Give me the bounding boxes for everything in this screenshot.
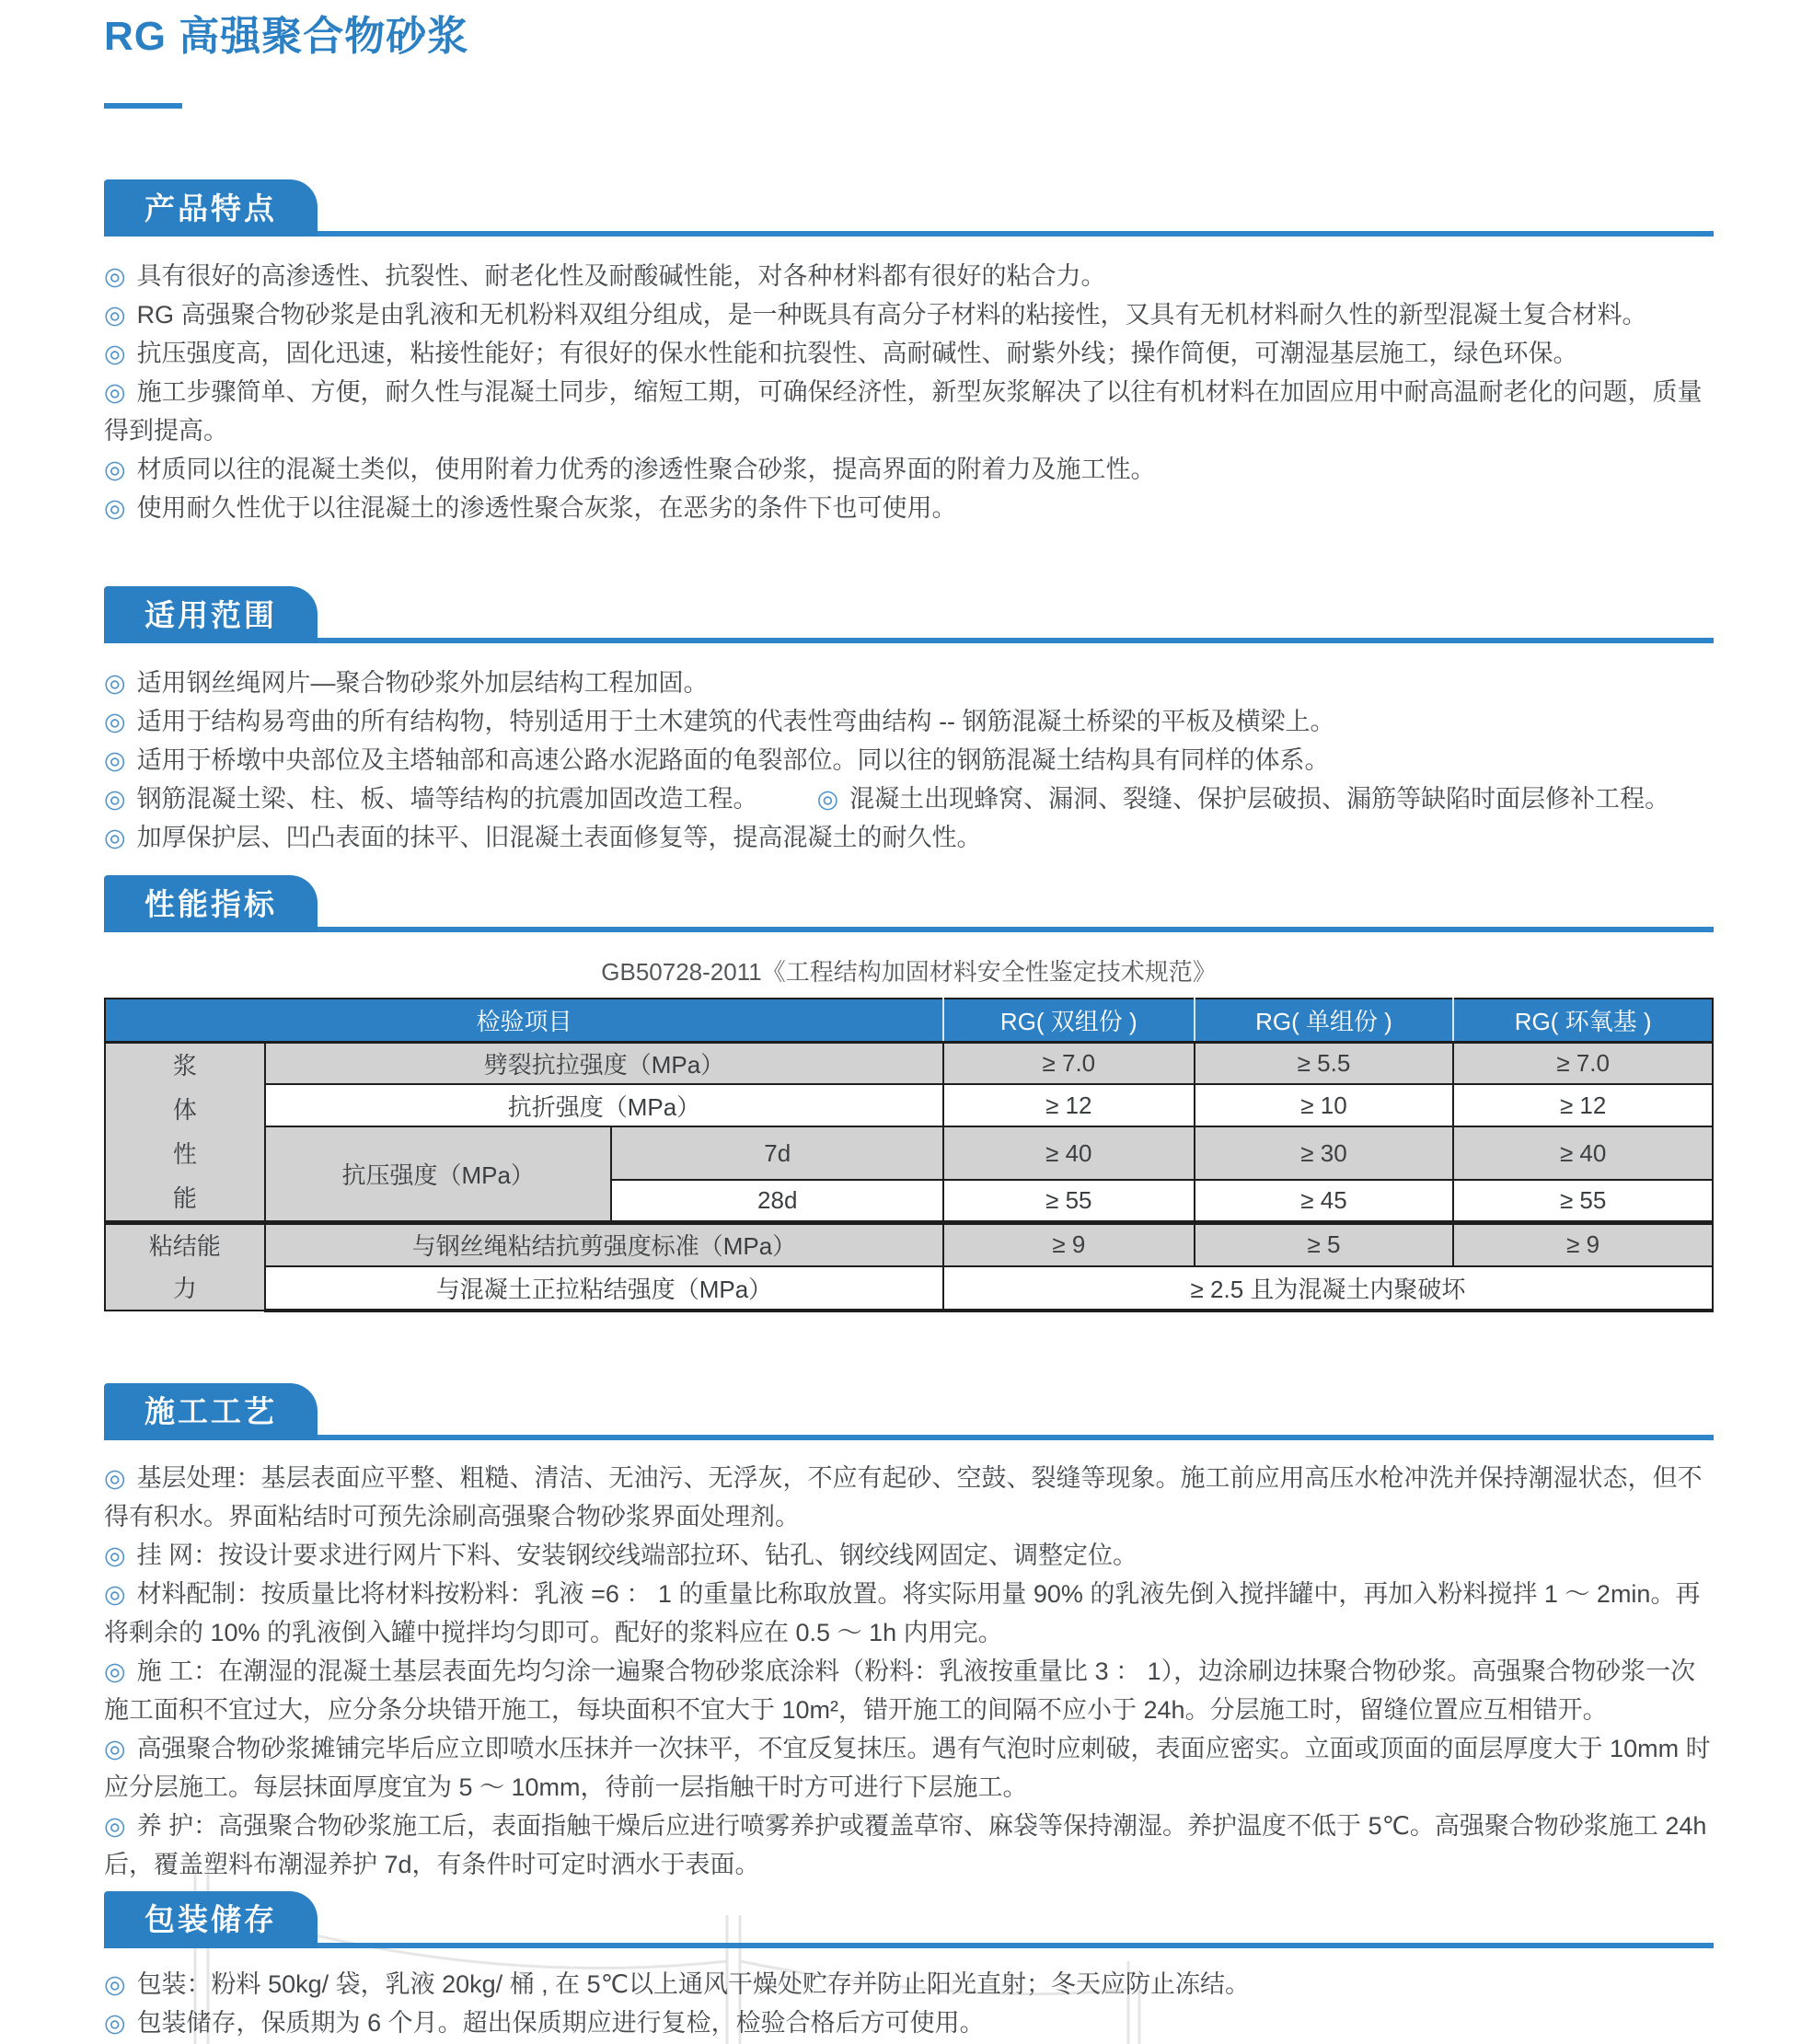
construction-list: [104, 1440, 1714, 1884]
bullet-item: [104, 1807, 1714, 1884]
table-cell-value: ≥ 30: [1195, 1126, 1454, 1180]
bullet-text: RG 高强聚合物砂浆是由乳液和无机粉料双组分组成，是一种既具有高分子材料的粘接性，又具有无机材料耐久性的新型混凝土复合材料。: [136, 301, 1647, 329]
bullet-icon: ◎: [104, 2008, 126, 2037]
bullet-text: 使用耐久性优于以往混凝土的渗透性聚合灰浆，在恶劣的条件下也可使用。: [136, 494, 957, 522]
performance-table: [104, 998, 1714, 1312]
section-rule: [104, 1435, 1714, 1440]
section-rule: [104, 927, 1714, 932]
section-heading: 适用范围: [144, 597, 277, 632]
section-features-header: [104, 179, 1714, 237]
bullet-icon: ◎: [104, 785, 126, 813]
bullet-icon: ◎: [104, 1811, 126, 1840]
bullet-item: [104, 489, 1714, 527]
table-cell-value: ≥ 12: [943, 1084, 1195, 1126]
bullet-icon: ◎: [104, 1969, 126, 1998]
bullet-text: 养 护：高强聚合物砂浆施工后，表面指触干燥后应进行喷雾养护或覆盖草帘、麻袋等保持潮湿。养护温度不低于 5℃。高强聚合物砂浆施工 24h 后，覆盖塑料布潮湿养护 7d，有条件时可定时洒水于表面。: [104, 1811, 1707, 1878]
performance-caption: GB50728-2011《工程结构加固材料安全性鉴定技术规范》: [601, 958, 1217, 986]
bullet-item: [104, 741, 1714, 779]
bullet-text: 适用于桥墩中央部位及主塔轴部和高速公路水泥路面的龟裂部位。同以往的钢筋混凝土结构具有同样的体系。: [136, 746, 1330, 774]
packing-list: [104, 1948, 1714, 2042]
bullet-icon: ◎: [104, 456, 126, 483]
scope-list: [104, 643, 1714, 857]
table-cell-value: ≥ 9: [943, 1222, 1195, 1266]
bullet-text: 钢筋混凝土梁、柱、板、墙等结构的抗震加固改造工程。: [136, 785, 758, 813]
bullet-icon: ◎: [104, 1734, 126, 1762]
bullet-text: 加厚保护层、凹凸表面的抹平、旧混凝土表面修复等，提高混凝土的耐久性。: [136, 824, 982, 851]
section-rule: [104, 638, 1714, 643]
table-cell-value: ≥ 10: [1195, 1084, 1454, 1126]
table-cell-value: ≥ 7.0: [1453, 1042, 1713, 1084]
section-performance-header: [104, 875, 1714, 932]
table-cell-value: ≥ 45: [1195, 1180, 1454, 1222]
bullet-item: [104, 2004, 1714, 2042]
bullet-item: [104, 295, 1714, 334]
table-cell-value: ≥ 5: [1195, 1222, 1454, 1266]
bullet-item: [104, 818, 1714, 857]
bullet-text: 包装储存，保质期为 6 个月。超出保质期应进行复检，检验合格后方可使用。: [136, 2008, 985, 2037]
table-header-item: 检验项目: [105, 999, 943, 1042]
bullet-item-pair: [104, 779, 1714, 818]
bullet-icon: ◎: [104, 378, 126, 406]
bullet-icon: ◎: [104, 824, 126, 851]
table-cell-value: ≥ 40: [943, 1126, 1195, 1180]
group-label-bonding: 粘结能力: [105, 1222, 265, 1311]
bullet-item: [104, 702, 1714, 741]
table-cell-value: ≥ 12: [1453, 1084, 1713, 1126]
table-cell-age: 28d: [611, 1180, 943, 1222]
section-construction-header: [104, 1383, 1714, 1440]
section-packing-header: [104, 1891, 1714, 1948]
bullet-text: 基层处理：基层表面应平整、粗糙、清洁、无油污、无浮灰，不应有起砂、空鼓、裂缝等现象。施工前应用高压水枪冲洗并保持潮湿状态，但不得有积水。界面粘结时可预先涂刷高强聚合物砂浆界面处理剂。: [104, 1463, 1703, 1530]
bullet-item: [104, 1652, 1714, 1729]
table-cell-value-span: ≥ 2.5 且为混凝土内聚破坏: [943, 1266, 1713, 1311]
table-cell-name-compressive: 抗压强度（MPa）: [265, 1126, 612, 1222]
section-construction-badge: [104, 1383, 318, 1440]
table-cell-name: 与混凝土正拉粘结强度（MPa）: [265, 1266, 943, 1311]
section-scope-header: [104, 586, 1714, 643]
bullet-text: 具有很好的高渗透性、抗裂性、耐老化性及耐酸碱性能，对各种材料都有很好的粘合力。: [136, 262, 1106, 290]
table-row: [105, 1084, 1713, 1126]
bullet-item: [104, 373, 1714, 450]
features-list: [104, 237, 1714, 527]
bullet-text: 施 工：在潮湿的混凝土基层表面先均匀涂一遍聚合物砂浆底涂料（粉料：乳液按重量比 3 ： 1），边涂刷边抹聚合物砂浆。高强聚合物砂浆一次施工面积不宜过大，应分条分块错开施工，每块面积不宜大于 10m²，错开施工的间隔不应小于 24h。分层施工时，留缝位置应互相错开。: [104, 1657, 1696, 1724]
bullet-icon: ◎: [104, 1463, 126, 1492]
bullet-text: 抗压强度高，固化迅速，粘接性能好；有很好的保水性能和抗裂性、高耐碱性、耐紫外线；操作简便，可潮湿基层施工，绿色环保。: [136, 340, 1578, 367]
group-label-slurry: 浆体性能: [105, 1042, 265, 1222]
section-features-badge: [104, 179, 318, 237]
table-row: [105, 1222, 1713, 1266]
table-cell-value: ≥ 55: [943, 1180, 1195, 1222]
bullet-icon: ◎: [104, 708, 126, 735]
bullet-text: 适用钢丝绳网片—聚合物砂浆外加层结构工程加固。: [136, 669, 709, 697]
bullet-text: 适用于结构易弯曲的所有结构物，特别适用于土木建筑的代表性弯曲结构 -- 钢筋混凝土桥梁的平板及横梁上。: [136, 708, 1335, 735]
table-row: [105, 1266, 1713, 1311]
bullet-text: 高强聚合物砂浆摊铺完毕后应立即喷水压抹并一次抹平，不宜反复抹压。遇有气泡时应刺破，表面应密实。立面或顶面的面层厚度大于 10mm 时应分层施工。每层抹面厚度宜为 5 ～ 10mm，待前一层指触干时方可进行下层施工。: [104, 1734, 1711, 1801]
bullet-icon: ◎: [104, 494, 126, 522]
section-scope-badge: [104, 586, 318, 643]
bullet-item: [104, 450, 1714, 489]
bullet-item: [104, 664, 1714, 702]
section-heading: 包装储存: [144, 1902, 277, 1936]
page-title: RG 高强聚合物砂浆: [104, 14, 469, 59]
bullet-item: [104, 1536, 1714, 1575]
section-heading: 产品特点: [144, 191, 277, 225]
table-cell-value: ≥ 55: [1453, 1180, 1713, 1222]
section-rule: [104, 231, 1714, 237]
bullet-text: 混凝土出现蜂窝、漏洞、裂缝、保护层破损、漏筋等缺陷时面层修补工程。: [849, 785, 1670, 813]
bullet-icon: ◎: [104, 262, 126, 290]
table-cell-value: ≥ 5.5: [1195, 1042, 1454, 1084]
bullet-item: [104, 334, 1714, 373]
table-cell-value: ≥ 9: [1453, 1222, 1713, 1266]
table-header-rg-two-part: RG( 双组份 ): [943, 999, 1195, 1042]
table-header-row: [105, 999, 1713, 1042]
table-cell-age: 7d: [611, 1126, 943, 1180]
table-row: [105, 1126, 1713, 1180]
bullet-item: [104, 1575, 1714, 1652]
section-packing-badge: [104, 1891, 318, 1948]
bullet-text: 挂 网：按设计要求进行网片下料、安装钢绞线端部拉环、钻孔、钢绞线网固定、调整定位。: [136, 1541, 1138, 1569]
table-cell-name: 劈裂抗拉强度（MPa）: [265, 1042, 943, 1084]
bullet-item: [104, 1965, 1714, 2004]
section-heading: 性能指标: [144, 886, 277, 921]
bullet-icon: ◎: [816, 785, 839, 813]
bullet-icon: ◎: [104, 1541, 126, 1569]
bullet-icon: ◎: [104, 301, 126, 329]
bullet-icon: ◎: [104, 669, 126, 697]
title-underline: [104, 103, 182, 109]
table-cell-name: 抗折强度（MPa）: [265, 1084, 943, 1126]
bullet-text: 施工步骤简单、方便，耐久性与混凝土同步，缩短工期，可确保经济性，新型灰浆解决了以往有机材料在加固应用中耐高温耐老化的问题，质量得到提高。: [104, 378, 1703, 445]
bullet-item: [104, 1459, 1714, 1536]
table-header-rg-epoxy: RG( 环氧基 ): [1453, 999, 1713, 1042]
bullet-icon: ◎: [104, 746, 126, 774]
table-header-rg-one-part: RG( 单组份 ): [1195, 999, 1454, 1042]
table-row: [105, 1042, 1713, 1084]
table-cell-name: 与钢丝绳粘结抗剪强度标准（MPa）: [265, 1222, 943, 1266]
bullet-icon: ◎: [104, 1579, 126, 1608]
table-cell-value: ≥ 7.0: [943, 1042, 1195, 1084]
table-cell-value: ≥ 40: [1453, 1126, 1713, 1180]
bullet-text: 材质同以往的混凝土类似，使用附着力优秀的渗透性聚合砂浆，提高界面的附着力及施工性。: [136, 456, 1156, 483]
bullet-text: 包装：粉料 50kg/ 袋，乳液 20kg/ 桶 , 在 5℃以上通风干燥处贮存并防止阳光直射；冬天应防止冻结。: [136, 1969, 1251, 1998]
bullet-item: [104, 257, 1714, 295]
bullet-text: 材料配制：按质量比将材料按粉料：乳液 =6 ： 1 的重量比称取放置。将实际用量 90% 的乳液先倒入搅拌罐中，再加入粉料搅拌 1 ～ 2min。再将剩余的 10% 的乳液倒入罐中搅拌均匀即可。配好的浆料应在 0.5 ～ 1h 内用完。: [104, 1579, 1701, 1646]
bullet-item: [104, 1729, 1714, 1807]
section-heading: 施工工艺: [144, 1394, 277, 1428]
bullet-icon: ◎: [104, 340, 126, 367]
section-rule: [104, 1943, 1714, 1948]
section-performance-badge: [104, 875, 318, 932]
bullet-icon: ◎: [104, 1657, 126, 1685]
